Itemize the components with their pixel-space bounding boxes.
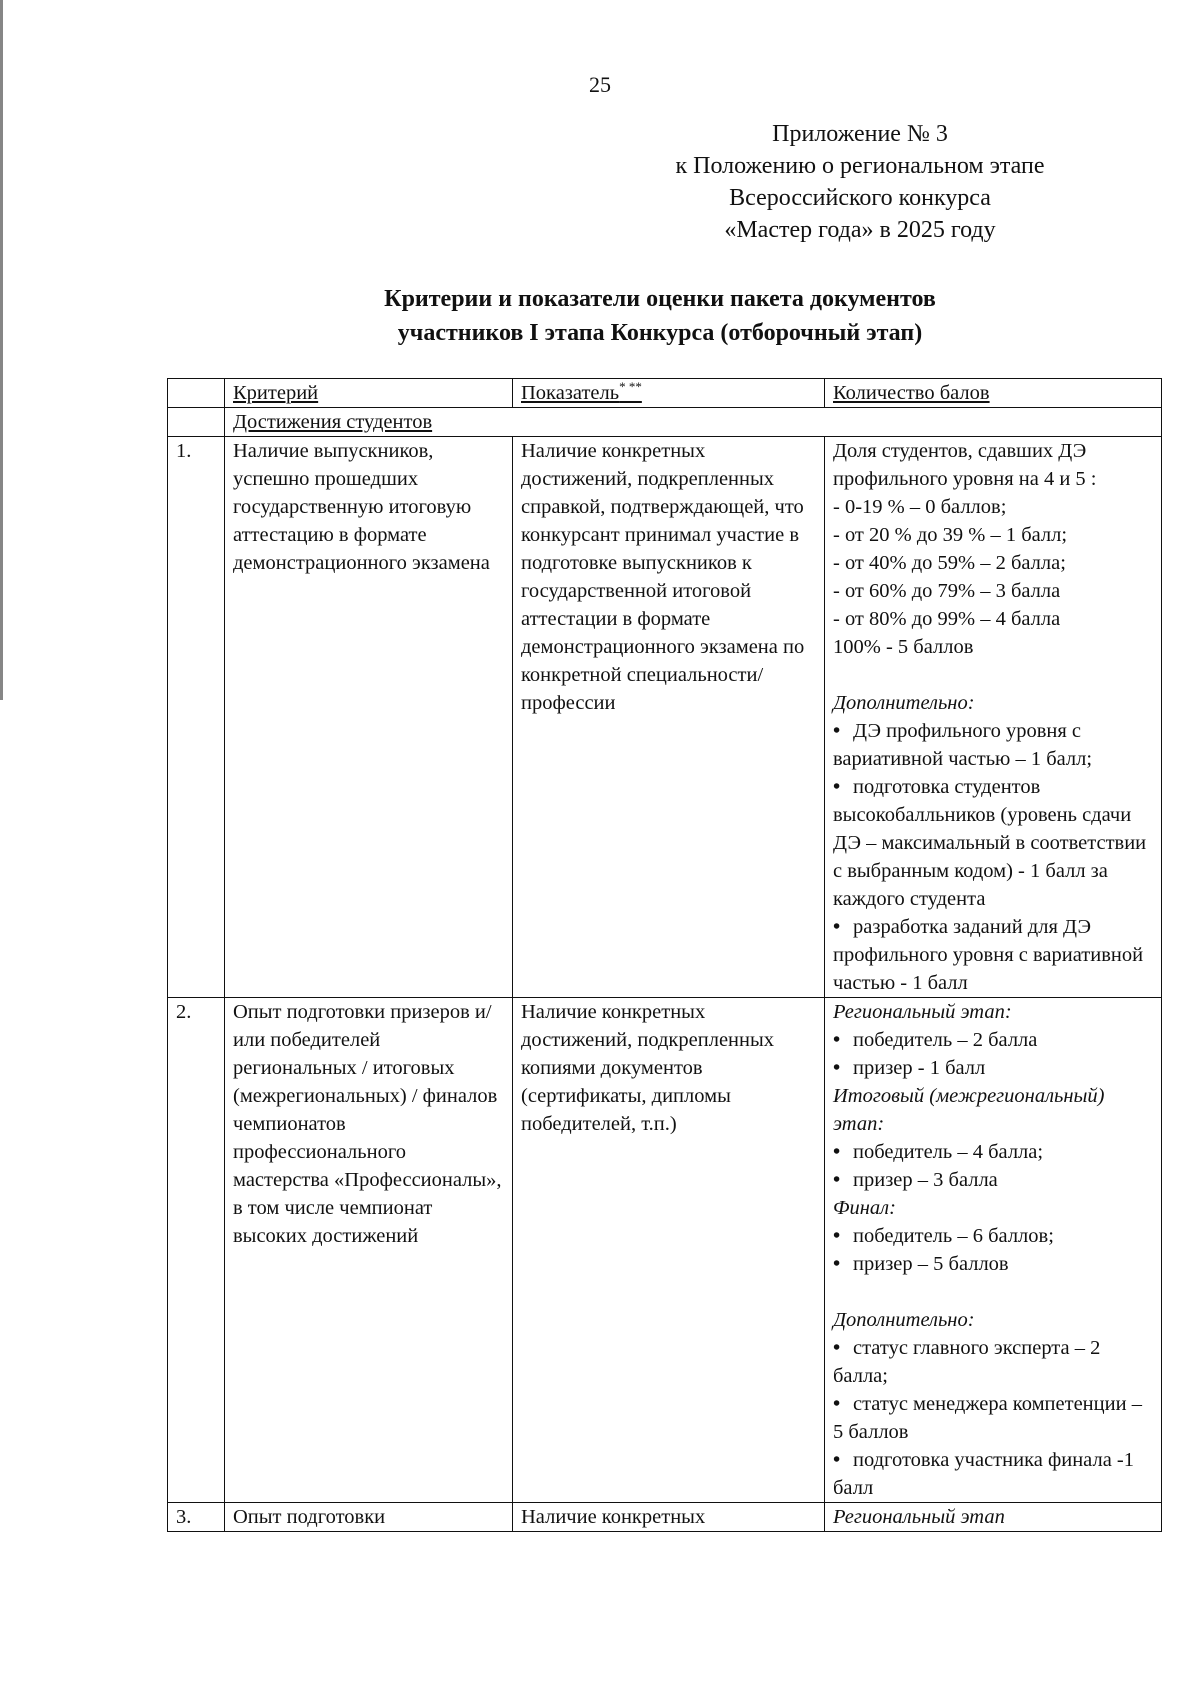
criteria-table xyxy=(167,378,1162,1532)
points-line: - от 80% до 99% – 4 балла xyxy=(833,608,1061,630)
row-indicator: Наличие конкретных xyxy=(513,1503,825,1532)
table-row xyxy=(168,998,1162,1503)
row-num: 2. xyxy=(168,998,225,1503)
points-line: - от 20 % до 39 % – 1 балл; xyxy=(833,524,1068,546)
header-indicator-label: Показатель xyxy=(521,382,620,404)
points-line: 100% - 5 баллов xyxy=(833,636,974,658)
footnote-marks: * ** xyxy=(619,379,642,395)
row-indicator: Наличие конкретных достижений, подкрепленных копиями документов (сертификаты, дипломы победителей, т.п.) xyxy=(513,998,825,1503)
spacer xyxy=(833,661,1155,689)
bullet-item: • призер – 5 баллов xyxy=(833,1250,1155,1278)
row-criterion: Опыт подготовки призеров и/или победителей региональных / итоговых (межрегиональных) / финалов чемпионатов профессионального мастерства «Профессионалы», в том числе чемпионат высоких достижений xyxy=(225,998,513,1503)
appendix-line-1: Приложение № 3 xyxy=(772,121,948,147)
row-criterion: Наличие выпускников, успешно прошедших государственную итоговую аттестацию в формате демонстрационного экзамена xyxy=(225,437,513,998)
row-indicator: Наличие конкретных достижений, подкрепленных справкой, подтверждающей, что конкурсант принимал участие в подготовке выпускников к государственной итоговой аттестации в формате демонстрационного экзамена по конкретной специальности/профессии xyxy=(513,437,825,998)
section-title: Достижения студентов xyxy=(225,408,1162,437)
bullet-item: • победитель – 6 баллов; xyxy=(833,1222,1155,1250)
extra-label: Дополнительно: xyxy=(833,1309,975,1331)
regional-label: Региональный этап xyxy=(833,1506,1005,1528)
scan-edge-artifact xyxy=(0,0,3,700)
points-line: - от 60% до 79% – 3 балла xyxy=(833,580,1061,602)
section-row xyxy=(168,408,1162,437)
row-num: 3. xyxy=(168,1503,225,1532)
appendix-line-3: Всероссийского конкурса xyxy=(729,185,991,211)
finale-label: Финал: xyxy=(833,1197,896,1219)
appendix-header xyxy=(620,118,1100,246)
row-points xyxy=(825,1503,1162,1532)
points-line: - от 40% до 59% – 2 балла; xyxy=(833,552,1066,574)
table-header-row xyxy=(168,379,1162,408)
header-points: Количество балов xyxy=(825,379,1162,408)
bullet-item: • призер - 1 балл xyxy=(833,1054,1155,1082)
row-criterion: Опыт подготовки xyxy=(225,1503,513,1532)
header-num xyxy=(168,379,225,408)
regional-label: Региональный этап: xyxy=(833,1001,1012,1023)
bullet-item: • статус главного эксперта – 2 балла; xyxy=(833,1334,1155,1390)
title-line-1: Критерии и показатели оценки пакета документов xyxy=(384,286,936,312)
points-intro: Доля студентов, сдавших ДЭ профильного уровня на 4 и 5 : xyxy=(833,440,1097,490)
bullet-item: • разработка заданий для ДЭ профильного уровня с вариативной частью - 1 балл xyxy=(833,913,1155,997)
section-spacer xyxy=(168,408,225,437)
row-points xyxy=(825,998,1162,1503)
bullet-item: • подготовка участника финала -1 балл xyxy=(833,1446,1155,1502)
points-line: - 0-19 % – 0 баллов; xyxy=(833,496,1007,518)
bullet-item: • статус менеджера компетенции – 5 баллов xyxy=(833,1390,1155,1446)
header-criterion: Критерий xyxy=(225,379,513,408)
appendix-line-2: к Положению о региональном этапе xyxy=(675,153,1045,179)
appendix-line-4: «Мастер года» в 2025 году xyxy=(724,217,996,243)
document-title xyxy=(160,282,1160,350)
page-number: 25 xyxy=(589,72,611,97)
bullet-item: • победитель – 4 балла; xyxy=(833,1138,1155,1166)
extra-label: Дополнительно: xyxy=(833,692,975,714)
row-points xyxy=(825,437,1162,998)
table-row xyxy=(168,437,1162,998)
bullet-item: • призер – 3 балла xyxy=(833,1166,1155,1194)
title-line-2: участников I этапа Конкурса (отборочный этап) xyxy=(397,320,923,346)
table-row xyxy=(168,1503,1162,1532)
header-indicator xyxy=(513,379,825,408)
final-stage-label: Итоговый (межрегиональный) этап: xyxy=(833,1085,1105,1135)
bullet-item: • победитель – 2 балла xyxy=(833,1026,1155,1054)
bullet-item: • подготовка студентов высокобалльников (уровень сдачи ДЭ – максимальный в соответствии с выбранным кодом) - 1 балл за каждого студента xyxy=(833,773,1155,913)
bullet-item: • ДЭ профильного уровня с вариативной частью – 1 балл; xyxy=(833,717,1155,773)
spacer xyxy=(833,1278,1155,1306)
row-num: 1. xyxy=(168,437,225,998)
